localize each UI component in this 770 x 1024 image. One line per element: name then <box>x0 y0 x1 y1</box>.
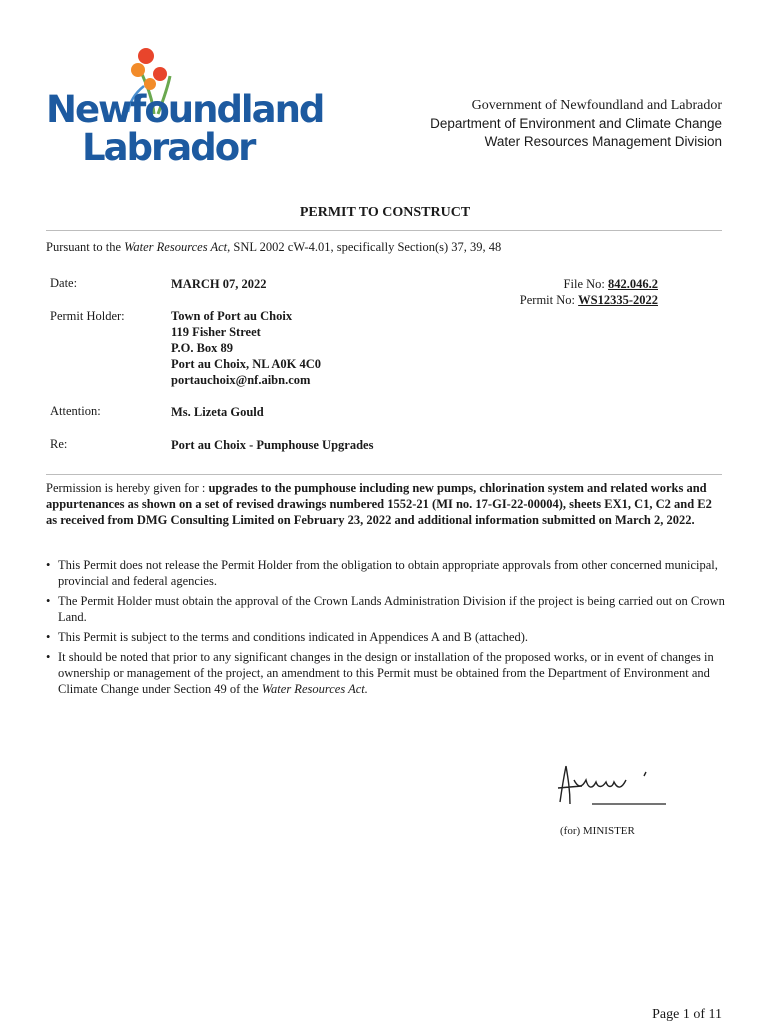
re-value: Port au Choix - Pumphouse Upgrades <box>171 438 374 452</box>
logo-word-newfoundland: Newfoundland <box>46 88 324 131</box>
bullet-text: The Permit Holder must obtain the approval of the Crown Lands Administration Division if the project is being carried out on Crown Land. <box>58 594 725 624</box>
holder-line: P.O. Box 89 <box>171 341 234 355</box>
pursuant-prefix: Pursuant to the <box>46 240 125 254</box>
signature-caption: (for) MINISTER <box>560 825 635 837</box>
permission-body: upgrades to the pumphouse including new pumps, chlorination system and related works and appurtenances as shown on a set of revised drawings numbered 1552-21 (MI no. 17-GI-22-00004), sheets EX1, C1, C2 and E2 as received from DMG Consulting Limited on February 23, 2022 and additional information submitted on March 2, 2022. <box>46 481 712 527</box>
pursuant-line <box>46 240 501 255</box>
department-name: Department of Environment and Climate Change <box>430 116 722 131</box>
permit-holder-address <box>171 308 321 388</box>
list-item: • This Permit is subject to the terms and conditions indicated in Appendices A and B (attached). <box>46 630 529 644</box>
divider <box>46 474 722 475</box>
re-label: Re: <box>50 437 68 451</box>
attention-value: Ms. Lizeta Gould <box>171 405 264 419</box>
list-item: • It should be noted that prior to any significant changes in the design or installation of the proposed works, or in event of changes in ownership or management of the project, an amendment to this Permit must be obtained from the Department of Environment and Climate Change under Section 49 of the Water Resources Act. <box>46 650 714 696</box>
permit-holder-label: Permit Holder: <box>50 309 125 323</box>
bullet-text: This Permit is subject to the terms and conditions indicated in Appendices A and B (attached). <box>58 630 529 644</box>
logo-word-labrador: Labrador <box>82 126 255 169</box>
divider <box>46 230 722 231</box>
permission-paragraph <box>46 480 726 528</box>
government-header <box>430 97 722 151</box>
permit-no-label: Permit No: <box>519 293 579 307</box>
document-title: PERMIT TO CONSTRUCT <box>299 205 471 220</box>
act-name: Water Resources Act <box>124 240 228 254</box>
act-name: Water Resources Act. <box>261 682 368 696</box>
bullet-text: This Permit does not release the Permit Holder from the obligation to obtain appropriate approvals from other concerned municipal, provincial and federal agencies. <box>58 558 718 588</box>
date-label: Date: <box>50 276 78 290</box>
permission-prefix: Permission is hereby given for : <box>46 481 209 495</box>
attention-label: Attention: <box>50 404 101 418</box>
list-item: • The Permit Holder must obtain the approval of the Crown Lands Administration Division if the project is being carried out on Crown Land. <box>46 594 725 624</box>
newfoundland-labrador-logo <box>44 46 324 169</box>
holder-email: portauchoix@nf.aibn.com <box>171 373 311 387</box>
holder-line: Port au Choix, NL A0K 4C0 <box>171 357 322 371</box>
date-value: MARCH 07, 2022 <box>171 277 267 291</box>
division-name: Water Resources Management Division <box>484 134 722 149</box>
government-name: Government of Newfoundland and Labrador <box>471 98 722 113</box>
minister-signature <box>548 758 668 818</box>
file-info <box>520 276 658 308</box>
list-item: • This Permit does not release the Permit Holder from the obligation to obtain appropriate approvals from other concerned municipal, provincial and federal agencies. <box>46 558 718 588</box>
file-no-value: 842.046.2 <box>608 277 658 291</box>
conditions-list <box>46 557 726 701</box>
bullet-text: It should be noted that prior to any significant changes in the design or installation of the proposed works, or in event of changes in ownership or management of the project, an amendment to this Permit must be obtained from the Department of Environment and Climate Change under Section 49 of the <box>58 650 714 696</box>
page-number: Page 1 of 11 <box>652 1007 722 1022</box>
pursuant-suffix: , SNL 2002 cW-4.01, specifically Section(s) 37, 39, 48 <box>227 240 502 254</box>
file-no-label: File No: <box>563 277 608 291</box>
permit-no-value: WS12335-2022 <box>578 293 658 307</box>
holder-line: 119 Fisher Street <box>171 325 261 339</box>
holder-line: Town of Port au Choix <box>171 309 293 323</box>
